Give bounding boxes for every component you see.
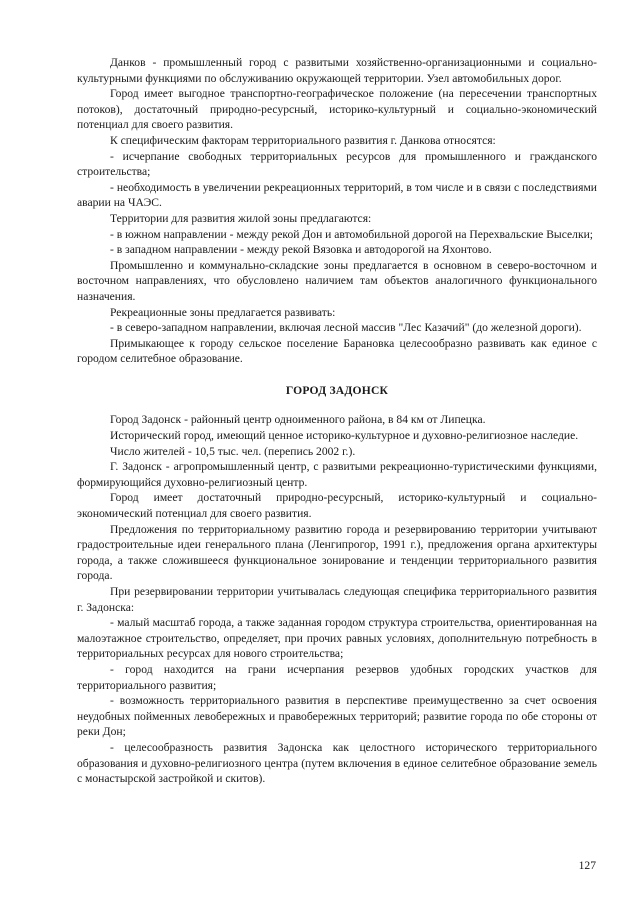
section-heading: ГОРОД ЗАДОНСК <box>285 383 389 397</box>
section-zadonsk <box>77 412 597 786</box>
paragraph: При резервировании территории учитывалась следующая специфика территориального развития г. Задонска: <box>77 585 597 614</box>
paragraph: Г. Задонск - агропромышленный центр, с развитыми рекреационно-туристическими функциями, формирующийся духовно-религиозный центр. <box>77 460 597 489</box>
paragraph: Число жителей - 10,5 тыс. чел. (перепись 2002 г.). <box>110 444 356 458</box>
paragraph: Промышленно и коммунально-складские зоны предлагается в основном в северо-восточном и восточном направлениях, что обусловлено наличием там объектов аналогичного функционального назначения. <box>77 258 597 303</box>
document-page <box>77 55 597 787</box>
list-item: - исчерпание свободных территориальных ресурсов для промышленного и гражданского строительства; <box>77 149 597 179</box>
list-item: - в северо-западном направлении, включая лесной массив "Лес Казачий" (до железной дороги). <box>110 321 582 335</box>
list-item: - возможность территориального развития в перспективе преимущественно за счет освоения неудобных пойменных левобережных и правобережных территорий; развитие города по обе стороны от реки Дон; <box>77 694 597 739</box>
list-item: - город находится на грани исчерпания резервов удобных городских участков для территориального развития; <box>77 662 597 692</box>
paragraph: Территории для развития жилой зоны предлагаются: <box>110 211 372 225</box>
list-item: - необходимость в увеличении рекреационных территорий, в том числе и в связи с последствиями аварии на ЧАЭС. <box>77 180 597 210</box>
paragraph: Исторический город, имеющий ценное историко-культурное и духовно-религиозное наследие. <box>110 429 579 443</box>
page-number: 127 <box>578 859 596 872</box>
paragraph: Данков - промышленный город с развитыми хозяйственно-организационными и социально-культурными функциями по обслуживанию окружающей территории. Узел автомобильных дорог. <box>77 56 597 85</box>
paragraph: Город имеет выгодное транспортно-географическое положение (на пересечении транспортных потоков), достаточный природно-ресурсный, историко-культурный и социально-экономический потенциал для своего развития. <box>77 87 597 132</box>
section-dankov <box>77 55 597 367</box>
paragraph: Рекреационные зоны предлагается развивать: <box>110 305 336 319</box>
list-item: - в западном направлении - между рекой Вязовка и автодорогой на Яхонтово. <box>110 243 492 257</box>
list-item: - малый масштаб города, а также заданная городом структура строительства, ориентированная на малоэтажное строительство, определяет, при прочих равных условиях, дополнительную потребность в территориальных ресурсах для нового строительства; <box>77 616 597 661</box>
paragraph: К специфическим факторам территориального развития г. Данкова относятся: <box>110 133 496 147</box>
paragraph: Примыкающее к городу сельское поселение Барановка целесообразно развивать как единое с городом селитебное образование. <box>77 336 597 366</box>
paragraph: Предложения по территориальному развитию города и резервированию территории учитывают градостроительные идеи генерального плана (Ленгипрогор, 1991 г.), предложения органа архитектуры города, а также сложившееся функциональное зонирование и тенденции территориального развития города. <box>77 522 597 583</box>
list-item: - целесообразность развития Задонска как целостного исторического территориального образования и духовно-религиозного центра (путем включения в единое селитебное образование земель с монастырской застройкой и скитов). <box>77 740 597 786</box>
paragraph: Город имеет достаточный природно-ресурсный, историко-культурный и социально-экономический потенциал для своего развития. <box>77 491 597 521</box>
list-item: - в южном направлении - между рекой Дон и автомобильной дорогой на Перехвальские Выселки; <box>110 227 593 241</box>
paragraph: Город Задонск - районный центр одноименного района, в 84 км от Липецка. <box>110 413 486 427</box>
